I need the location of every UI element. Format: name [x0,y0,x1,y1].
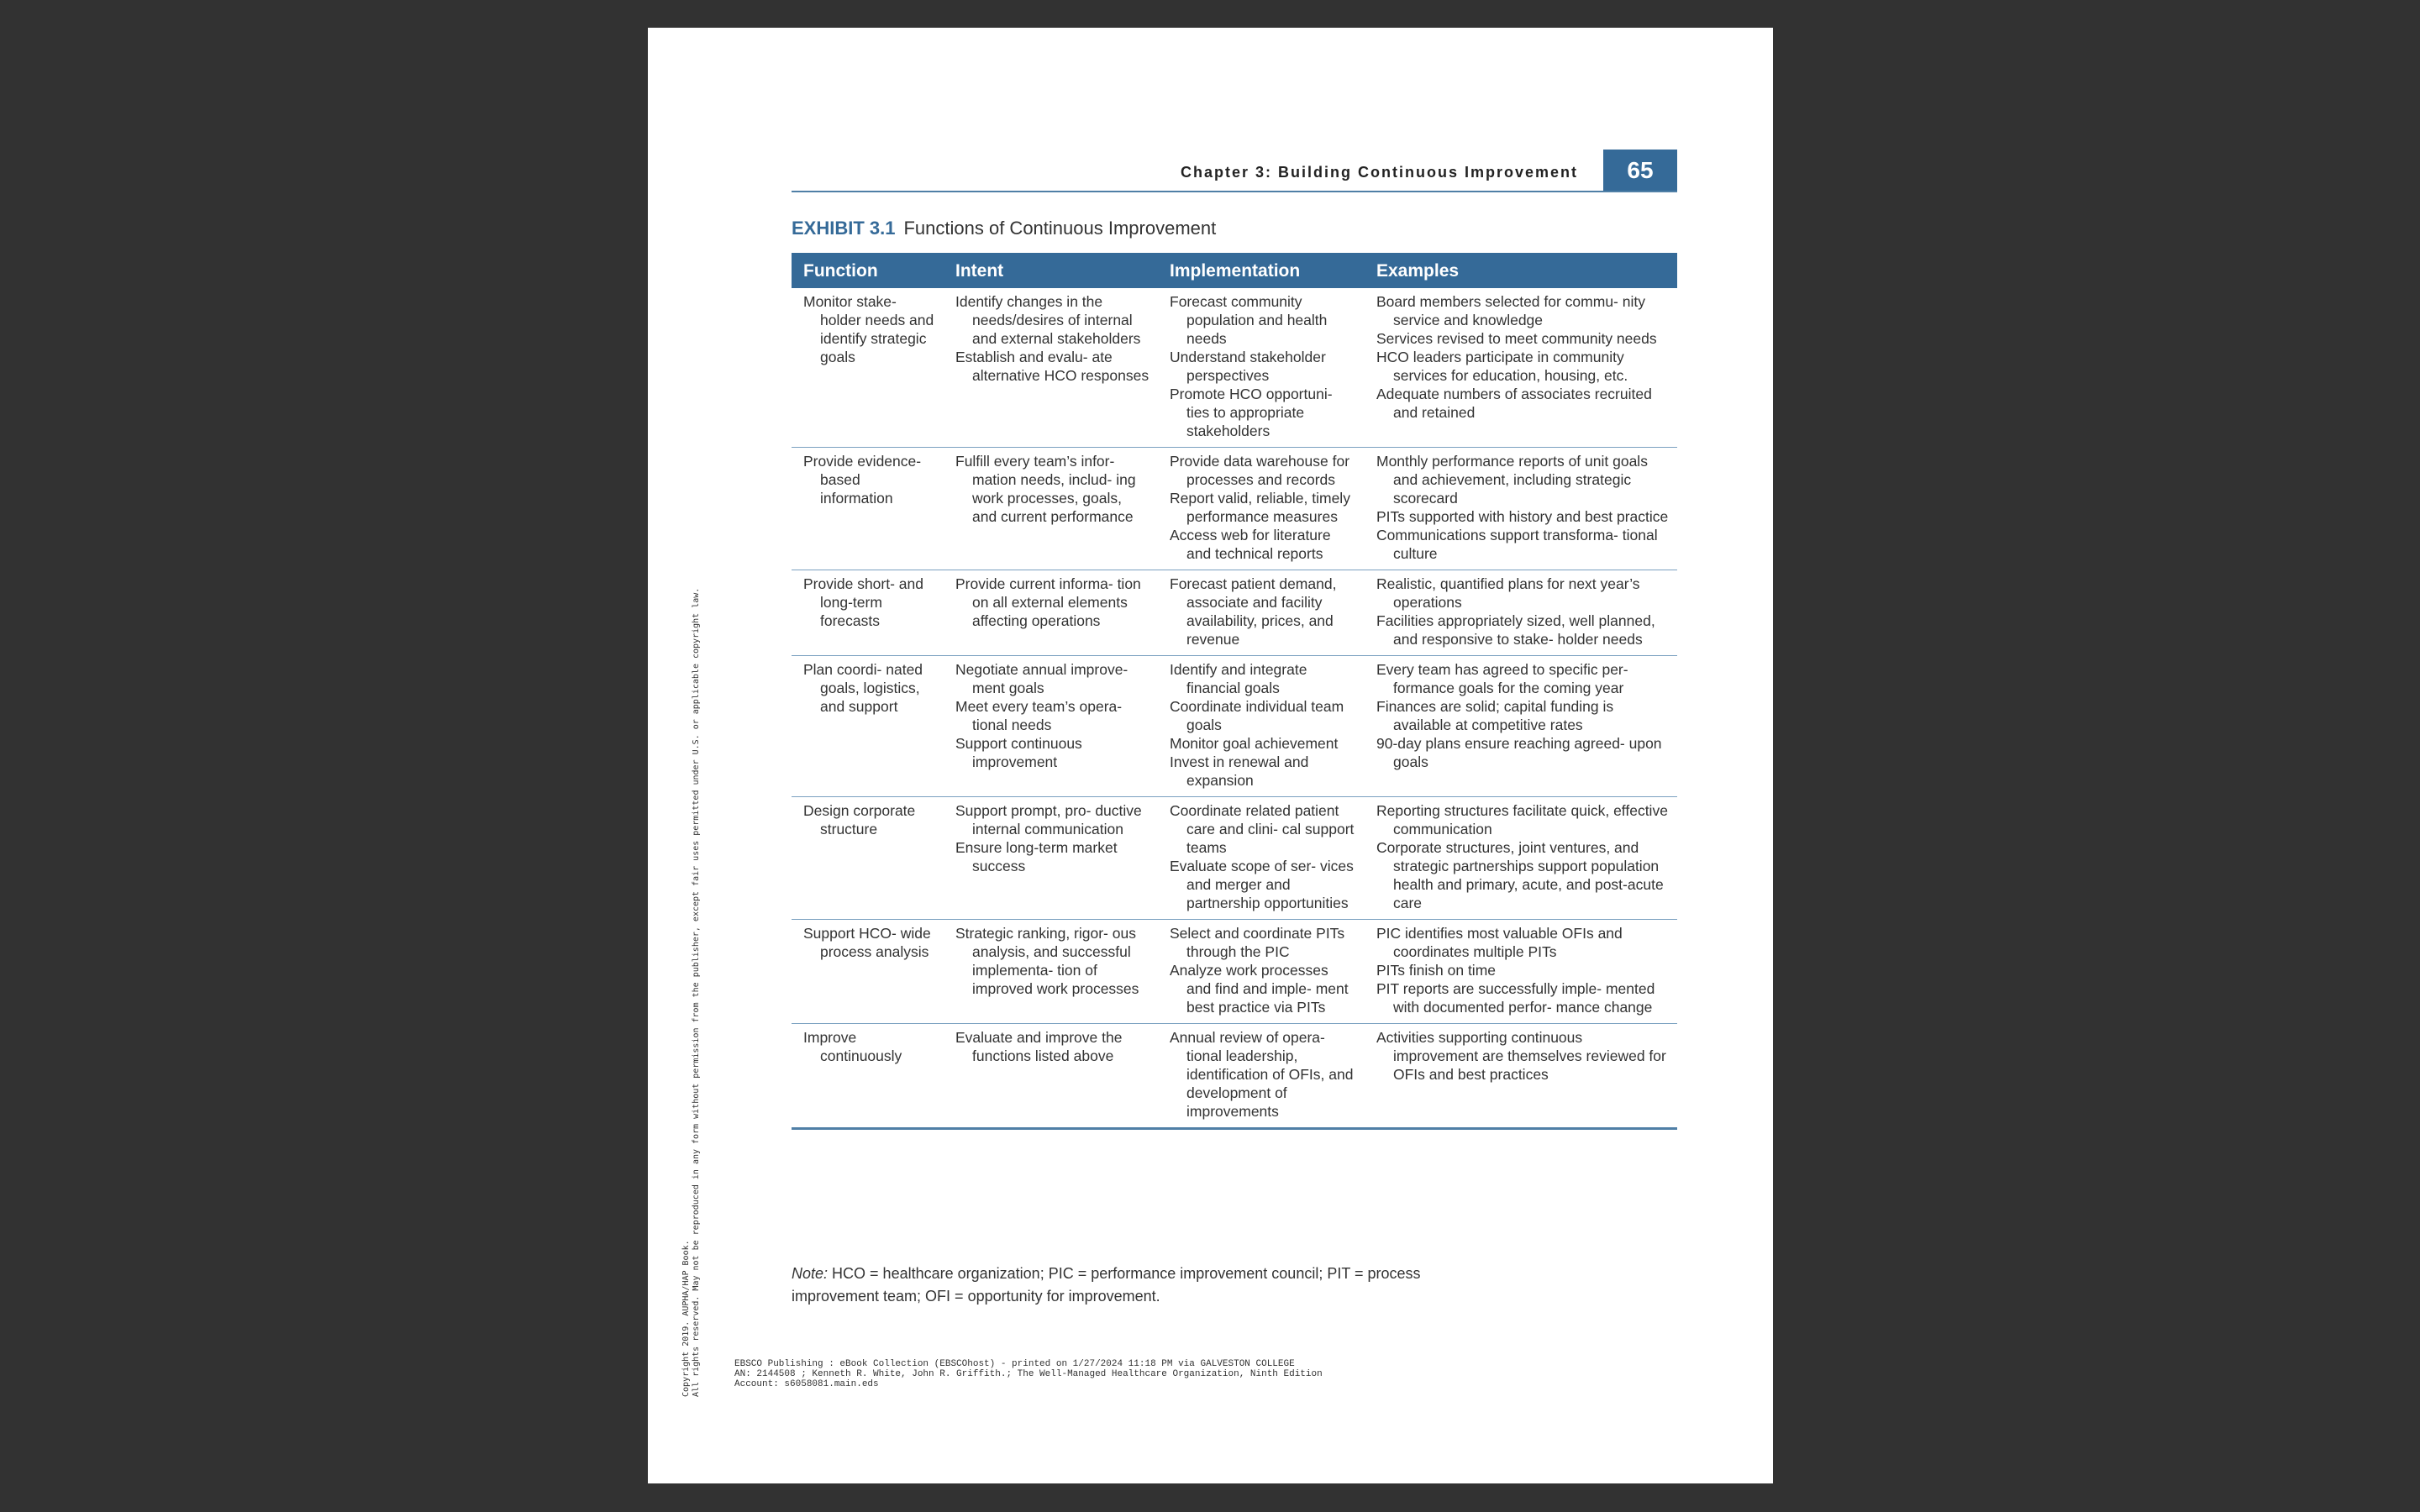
running-header [792,122,1677,192]
cell-item: Establish and evalu- ate alternative HCO responses [955,349,1150,384]
cell-examples [1365,448,1677,570]
cell-item: Report valid, reliable, timely performance measures [1170,490,1350,525]
page-number: 65 [1603,150,1677,191]
cell-item: Forecast patient demand, associate and facility availability, prices, and revenue [1170,575,1337,648]
cell-item: Monthly performance reports of unit goals and achievement, including strategic scorecard [1376,453,1648,507]
cell-item: Understand stakeholder perspectives [1170,349,1326,384]
cell-item: Select and coordinate PITs through the PIC [1170,925,1345,960]
cell-item: Negotiate annual improve- ment goals [955,661,1128,696]
cell-item: Ensure long-term market success [955,839,1118,874]
cell-item: Design corporate structure [803,802,916,837]
cell-item: PITs supported with history and best practice [1376,508,1669,525]
cell-implementation [1158,1024,1365,1129]
footer-line: Account: s6058081.main.eds [734,1379,879,1389]
cell-function [792,288,944,448]
cell-item: PIT reports are successfully imple- mented with documented perfor- mance change [1376,980,1655,1016]
cell-item: Access web for literature and technical reports [1170,527,1331,562]
table-header-row [792,253,1677,288]
cell-item: Services revised to meet community needs [1376,330,1657,347]
cell-item: Evaluate scope of ser- vices and merger and partnership opportunities [1170,858,1354,911]
cell-item: Annual review of opera- tional leadership, identification of OFIs, and development of improvements [1170,1029,1354,1120]
cell-examples [1365,656,1677,797]
cell-item: Fulfill every team’s infor- mation needs, includ- ing work processes, goals, and current performance [955,453,1136,525]
table-row [792,656,1677,797]
table-row [792,448,1677,570]
exhibit-title: Functions of Continuous Improvement [903,218,1217,239]
note-text: HCO = healthcare organization; PIC = performance improvement council; PIT = process improvement team; OFI = opportunity for improvement. [792,1265,1421,1305]
cell-item: Reporting structures facilitate quick, effective communication [1376,802,1668,837]
cell-intent [944,570,1158,656]
cell-item: Identify changes in the needs/desires of internal and external stakeholders [955,293,1141,347]
cell-function [792,570,944,656]
cell-item: PIC identifies most valuable OFIs and coordinates multiple PITs [1376,925,1623,960]
cell-item: Strategic ranking, rigor- ous analysis, and successful implementa- tion of improved work processes [955,925,1139,997]
cell-function [792,920,944,1024]
cell-item: Facilities appropriately sized, well planned, and responsive to stake- holder needs [1376,612,1655,648]
cell-intent [944,920,1158,1024]
cell-item: 90-day plans ensure reaching agreed- upon goals [1376,735,1662,770]
cell-examples [1365,1024,1677,1129]
cell-intent [944,448,1158,570]
cell-examples [1365,570,1677,656]
book-page [648,28,1773,1483]
column-header: Function [792,253,944,288]
table-body [792,288,1677,1129]
cell-item: Promote HCO opportuni- ties to appropriate stakeholders [1170,386,1333,439]
cell-implementation [1158,448,1365,570]
cell-item: Evaluate and improve the functions listed above [955,1029,1123,1064]
functions-table [792,253,1677,1130]
copyright-line: All rights reserved. May not be reproduced in any form without permission from the publisher, except fair uses permitted under U.S. or applicable copyright law. [692,587,701,1397]
cell-item: Coordinate individual team goals [1170,698,1344,733]
table-row [792,1024,1677,1129]
table-row [792,288,1677,448]
cell-implementation [1158,570,1365,656]
cell-item: Invest in renewal and expansion [1170,753,1309,789]
cell-item: Finances are solid; capital funding is available at competitive rates [1376,698,1614,733]
cell-item: Support prompt, pro- ductive internal communication [955,802,1142,837]
copyright-line: Copyright 2019. AUPHA/HAP Book. [681,1240,691,1397]
cell-item: Monitor goal achievement [1170,735,1339,752]
cell-function [792,1024,944,1129]
cell-item: Improve continuously [803,1029,902,1064]
cell-item: Support HCO- wide process analysis [803,925,931,960]
cell-examples [1365,288,1677,448]
cell-function [792,448,944,570]
cell-item: Adequate numbers of associates recruited and retained [1376,386,1652,421]
cell-intent [944,288,1158,448]
cell-item: Analyze work processes and find and imple- ment best practice via PITs [1170,962,1349,1016]
cell-item: Forecast community population and health needs [1170,293,1328,347]
cell-item: Meet every team’s opera- tional needs [955,698,1123,733]
cell-item: Realistic, quantified plans for next year’s operations [1376,575,1640,611]
cell-implementation [1158,920,1365,1024]
cell-item: Provide evidence- based information [803,453,922,507]
cell-item: Communications support transforma- tional culture [1376,527,1658,562]
column-header: Implementation [1158,253,1365,288]
cell-examples [1365,920,1677,1024]
table-note [792,1263,1481,1308]
table-row [792,920,1677,1024]
table-row [792,570,1677,656]
cell-item: Provide short- and long-term forecasts [803,575,923,629]
cell-item: Corporate structures, joint ventures, and strategic partnerships support population health and primary, acute, and post-acute care [1376,839,1664,911]
cell-item: Board members selected for commu- nity service and knowledge [1376,293,1645,328]
cell-item: PITs finish on time [1376,962,1496,979]
cell-implementation [1158,288,1365,448]
cell-item: Activities supporting continuous improvement are themselves reviewed for OFIs and best practices [1376,1029,1666,1083]
copyright-notice [681,473,702,1397]
footer-line: EBSCO Publishing : eBook Collection (EBSCOhost) - printed on 1/27/2024 11:18 PM via GALVESTON COLLEGE [734,1359,1295,1369]
cell-examples [1365,797,1677,920]
cell-intent [944,1024,1158,1129]
note-label: Note: [792,1265,829,1282]
chapter-title: Chapter 3: Building Continuous Improvement [1180,164,1578,181]
cell-item: Provide current informa- tion on all external elements affecting operations [955,575,1141,629]
column-header: Intent [944,253,1158,288]
cell-item: Provide data warehouse for processes and records [1170,453,1350,488]
exhibit-label: EXHIBIT 3.1 [792,218,896,239]
column-header: Examples [1365,253,1677,288]
cell-intent [944,656,1158,797]
exhibit-caption [792,218,1216,239]
cell-implementation [1158,797,1365,920]
cell-item: Every team has agreed to specific per- formance goals for the coming year [1376,661,1628,696]
table-row [792,797,1677,920]
cell-item: HCO leaders participate in community services for education, housing, etc. [1376,349,1628,384]
cell-item: Coordinate related patient care and clini- cal support teams [1170,802,1355,856]
cell-intent [944,797,1158,920]
cell-function [792,797,944,920]
cell-item: Identify and integrate financial goals [1170,661,1307,696]
cell-item: Monitor stake- holder needs and identify strategic goals [803,293,934,365]
print-footer [734,1359,1323,1389]
cell-item: Support continuous improvement [955,735,1082,770]
cell-item: Plan coordi- nated goals, logistics, and support [803,661,923,715]
footer-line: AN: 2144508 ; Kenneth R. White, John R. Griffith.; The Well-Managed Healthcare Organization, Ninth Edition [734,1369,1323,1379]
cell-implementation [1158,656,1365,797]
cell-function [792,656,944,797]
